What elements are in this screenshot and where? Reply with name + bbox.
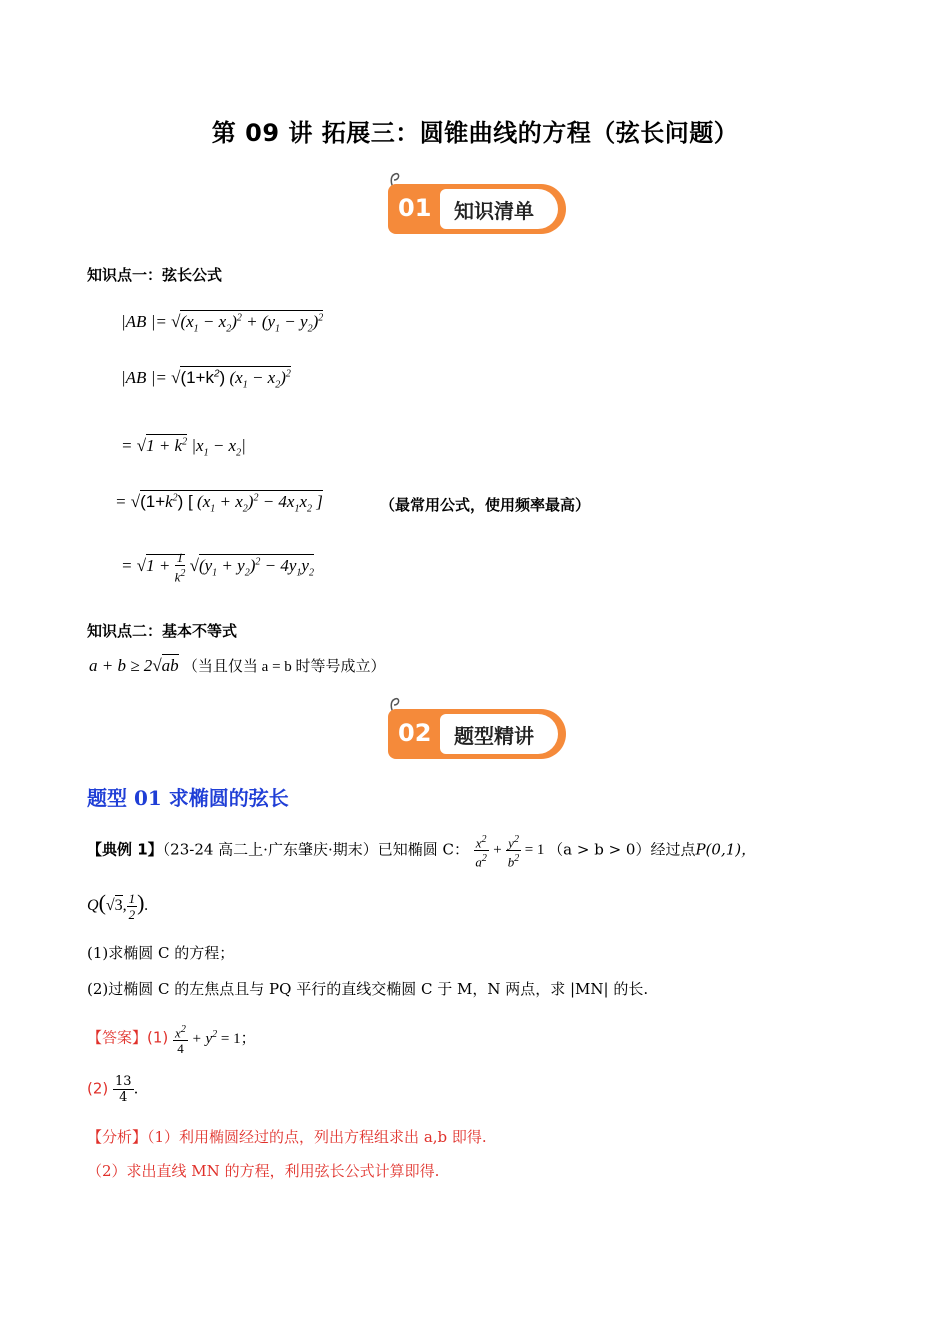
badge-number: 02: [398, 719, 432, 747]
analysis-text-1: （1）利用椭圆经过的点，列出方程组求出 a,b 即得.: [147, 1128, 487, 1146]
analysis-line-1: [87, 1126, 487, 1147]
point-q: Q(√3, $\frac{1}{2}$ ).: [87, 890, 149, 922]
knowledge-heading-1: 知识点一：弦长公式: [87, 266, 223, 284]
answer-line-1: 【答案】(1) $\frac{x^2}{4}$ + $y^2 = 1$；: [87, 1024, 256, 1057]
question-1: (1)求椭圆 C 的方程；: [87, 944, 235, 962]
formula-lhs: |AB |=: [121, 312, 167, 331]
formula-lhs: |AB |=: [121, 368, 167, 387]
section-badge-knowledge: [388, 184, 566, 234]
example-source: （23-24 高二上·广东肇庆·期末）已知椭圆 C：: [162, 840, 469, 859]
point-p: P(0,1)，: [695, 840, 757, 859]
example-condition: （a > b > 0）经过点: [548, 840, 696, 859]
example-line-1: 【典例 1】（23-24 高二上·广东肇庆·期末）已知椭圆 C： $\frac{x^2}{a^2}$ + $\frac{y^2}{b^2}$ = 1 （a > b > 0）经过点P(0,1)，: [87, 834, 757, 870]
section-title: 题型 01 求椭圆的弦长: [87, 786, 289, 810]
badge-label: 知识清单: [454, 199, 534, 223]
inequality-formula: a + b ≥ 2√ab （当且仅当 a = b 时等号成立）: [89, 656, 386, 675]
formula-eq: =: [121, 556, 133, 576]
point-q-label: Q: [87, 897, 99, 914]
example-tag: 【典例 1】: [87, 840, 163, 859]
formula-chord-4: = $√(1+k^2)$ [ $(x_1 + x_2)^2 - 4x_1x_2$ ]: [115, 492, 323, 515]
knowledge-heading-2: 知识点二：基本不等式: [87, 622, 238, 640]
inequality-note: （当且仅当 a = b 时等号成立）: [182, 659, 386, 675]
analysis-line-2: （2）求出直线 MN 的方程，利用弦长公式计算即得.: [87, 1162, 440, 1180]
answer-frac-num: 13: [115, 1074, 132, 1089]
formula-eq: =: [121, 436, 133, 455]
formula-chord-3: = $√1 + k^2$ $|x_1 - x_2|$: [121, 436, 246, 459]
answer-frac-den: 4: [119, 1090, 128, 1105]
formula-chord-5: = √1 + $\frac{1}{k^2}$ $√(y_1 + y_2)^2 - 4y_1y_2$: [121, 550, 314, 585]
answer-line-2: (2) $\frac{13}{4}$ .: [87, 1074, 139, 1105]
formula-chord-1: |AB |= $√(x_1 - x_2)^2 + (y_1 - y_2)^2$: [121, 312, 324, 335]
answer-part-2: (2): [87, 1079, 109, 1098]
formula-eq: =: [115, 492, 127, 511]
answer-tag: 【答案】: [87, 1028, 148, 1047]
section-badge-examples: [388, 709, 566, 759]
formula-note: （最常用公式，使用频率最高）: [380, 496, 591, 514]
badge-label: 题型精讲: [454, 724, 534, 748]
answer-part-1: (1): [147, 1028, 169, 1047]
page-title: 第 09 讲 拓展三：圆锥曲线的方程（弦长问题）: [211, 119, 739, 147]
analysis-tag: 【分析】: [87, 1128, 148, 1146]
badge-number: 01: [398, 194, 432, 222]
question-2: (2)过椭圆 C 的左焦点且与 PQ 平行的直线交椭圆 C 于 M，N 两点，求 |MN| 的长.: [87, 980, 649, 998]
formula-chord-2: |AB |= $√(1+k^2) (x_1 - x_2)^2$: [121, 368, 291, 391]
